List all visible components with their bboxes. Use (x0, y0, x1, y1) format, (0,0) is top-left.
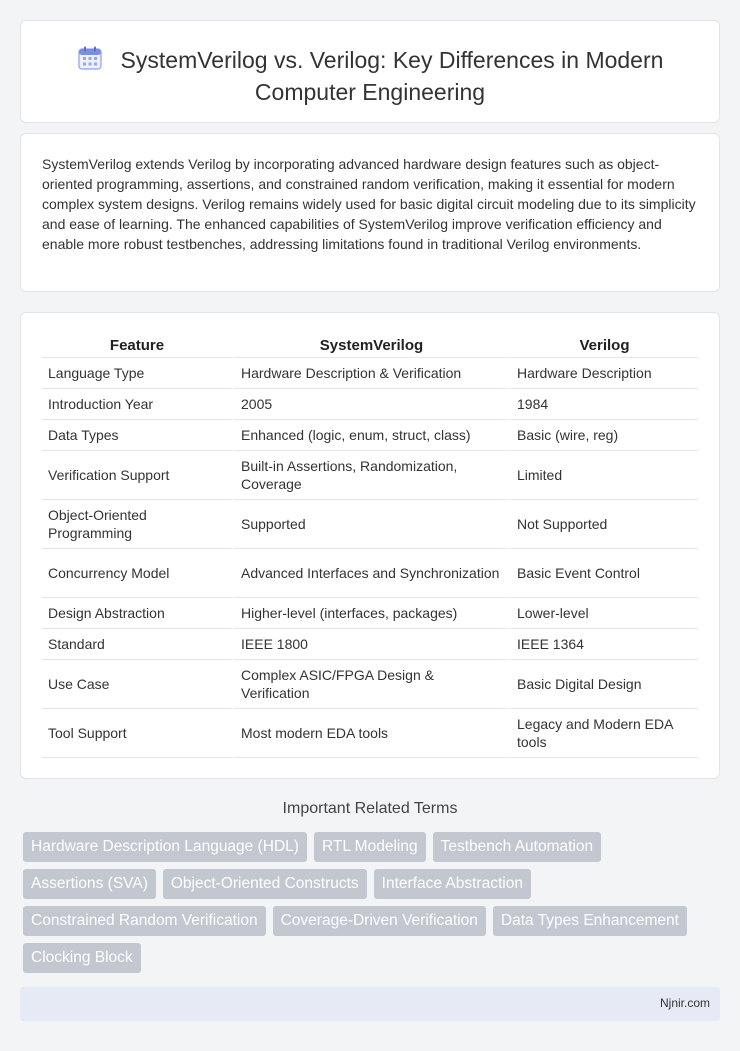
header-systemverilog: SystemVerilog (232, 334, 508, 358)
table-header-row (42, 334, 698, 358)
verilog-cell: Basic (wire, reg) (508, 420, 698, 451)
calendar-icon (77, 45, 103, 78)
related-terms-heading: Important Related Terms (282, 800, 458, 817)
systemverilog-cell: Higher-level (interfaces, packages) (232, 598, 508, 629)
systemverilog-cell: Most modern EDA tools (232, 709, 508, 758)
feature-cell: Concurrency Model (42, 549, 232, 598)
feature-cell: Data Types (42, 420, 232, 451)
systemverilog-cell: Supported (232, 500, 508, 549)
term-tag[interactable]: Coverage-Driven Verification (273, 906, 486, 936)
feature-cell: Introduction Year (42, 389, 232, 420)
verilog-cell: Legacy and Modern EDA tools (508, 709, 698, 758)
table-row (42, 660, 698, 709)
term-tag[interactable]: Data Types Enhancement (493, 906, 687, 936)
term-tag[interactable]: Interface Abstraction (374, 869, 531, 899)
related-terms-list (23, 832, 713, 980)
table-row (42, 709, 698, 758)
systemverilog-cell: Enhanced (logic, enum, struct, class) (232, 420, 508, 451)
footer (20, 987, 720, 1021)
term-tag[interactable]: RTL Modeling (314, 832, 426, 862)
verilog-cell: Not Supported (508, 500, 698, 549)
intro-text: SystemVerilog extends Verilog by incorporating advanced hardware design features such as object-oriented programming, assertions, and constrained random verification, making it essential for modern complex system designs. Verilog remains widely used for basic digital circuit modeling due to its simplicity and ease of learning. The enhanced capabilities of SystemVerilog improve verification efficiency and enable more robust testbenches, addressing limitations found in traditional Verilog environments. (42, 156, 696, 252)
verilog-cell: Basic Event Control (508, 549, 698, 598)
term-tag[interactable]: Testbench Automation (433, 832, 602, 862)
comparison-table-card (20, 312, 720, 779)
systemverilog-cell: Advanced Interfaces and Synchronization (232, 549, 508, 598)
table-row (42, 451, 698, 500)
systemverilog-cell: Hardware Description & Verification (232, 358, 508, 389)
verilog-cell: Basic Digital Design (508, 660, 698, 709)
systemverilog-cell: IEEE 1800 (232, 629, 508, 660)
table-row (42, 500, 698, 549)
term-tag[interactable]: Object-Oriented Constructs (163, 869, 367, 899)
systemverilog-cell: Complex ASIC/FPGA Design & Verification (232, 660, 508, 709)
systemverilog-cell: 2005 (232, 389, 508, 420)
verilog-cell: 1984 (508, 389, 698, 420)
table-row (42, 358, 698, 389)
table-row (42, 389, 698, 420)
feature-cell: Object-Oriented Programming (42, 500, 232, 549)
table-row (42, 420, 698, 451)
title-line-1: SystemVerilog vs. Verilog: Key Differences in Modern (120, 47, 664, 73)
term-tag[interactable]: Assertions (SVA) (23, 869, 156, 899)
verilog-cell: Limited (508, 451, 698, 500)
feature-cell: Standard (42, 629, 232, 660)
header-feature: Feature (42, 334, 232, 358)
table-row (42, 629, 698, 660)
comparison-table (42, 334, 698, 758)
feature-cell: Verification Support (42, 451, 232, 500)
footer-site-link[interactable]: Njnir.com (659, 996, 710, 1010)
verilog-cell: Lower-level (508, 598, 698, 629)
systemverilog-cell: Built-in Assertions, Randomization, Coverage (232, 451, 508, 500)
verilog-cell: Hardware Description (508, 358, 698, 389)
term-tag[interactable]: Clocking Block (23, 943, 141, 973)
term-tag[interactable]: Hardware Description Language (HDL) (23, 832, 307, 862)
title-card (20, 20, 720, 123)
term-tag[interactable]: Constrained Random Verification (23, 906, 266, 936)
intro-card (20, 133, 720, 292)
header-verilog: Verilog (508, 334, 698, 358)
title-line-2: Computer Engineering (254, 79, 486, 105)
feature-cell: Design Abstraction (42, 598, 232, 629)
verilog-cell: IEEE 1364 (508, 629, 698, 660)
feature-cell: Tool Support (42, 709, 232, 758)
feature-cell: Language Type (42, 358, 232, 389)
page-title (21, 45, 719, 107)
table-row (42, 549, 698, 598)
feature-cell: Use Case (42, 660, 232, 709)
table-row (42, 598, 698, 629)
